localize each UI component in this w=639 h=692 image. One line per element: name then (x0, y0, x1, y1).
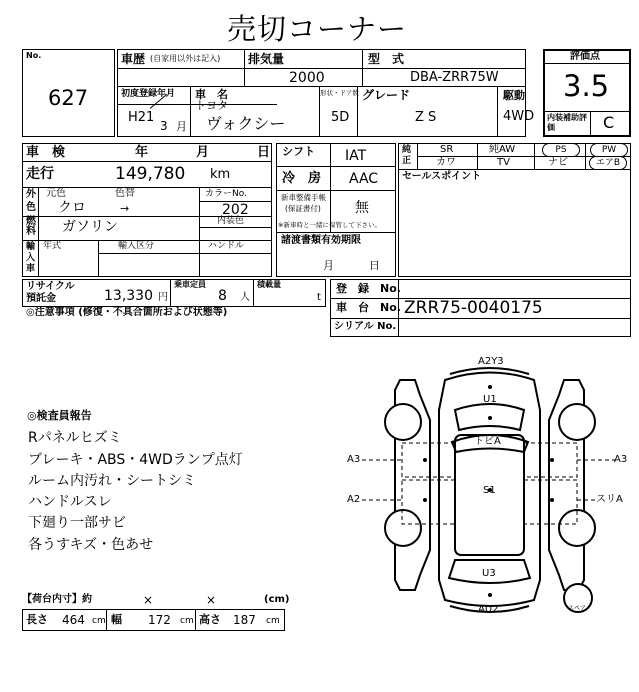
damage-a2-left: A2 (347, 494, 361, 505)
damage-suria: スリA (596, 494, 623, 505)
color-code: 202 (222, 202, 249, 218)
chassis-value: ZRR75-0040175 (404, 298, 543, 318)
recycle-label1: リサイクル (26, 281, 75, 292)
cargo-height: 187 (233, 613, 256, 627)
load-unit: t (317, 292, 321, 303)
shape-value: 5D (331, 110, 350, 125)
model-value: DBA-ZRR75W (410, 70, 499, 85)
mileage-label: 走行 (26, 166, 54, 182)
fuel-value: ガソリン (62, 219, 118, 235)
equip-airbag: エアB (589, 156, 627, 170)
serial-label: シリアル No. (334, 321, 397, 332)
damage-tobia: トビA (474, 436, 501, 447)
import-year-label: 年式 (43, 241, 62, 251)
color-arrow: → (120, 202, 130, 215)
displacement-label: 排気量 (248, 52, 285, 66)
inspection-month: 月 (196, 145, 210, 160)
warranty-label: 新車整備手帳 (281, 193, 326, 202)
shape-label: 形状・ドア数 (320, 89, 359, 97)
interior-color-label: 内装色 (217, 216, 245, 226)
mileage-unit: km (210, 167, 231, 182)
sales-point-label: セールスポイント (402, 171, 482, 182)
cargo-cm: cm (92, 616, 106, 626)
color-code-label: カラーNo. (205, 189, 247, 199)
cargo-width: 172 (148, 613, 171, 627)
equip-sr: SR (440, 144, 454, 155)
cargo-x1: × (143, 593, 154, 607)
equip-navi: ナビ (548, 157, 568, 168)
first-reg-month: 3 (160, 119, 168, 133)
load-label: 積載量 (257, 280, 281, 289)
recycle-label2: 預託金 (26, 293, 56, 304)
registration-label: 登 録 No. (336, 282, 401, 295)
report-line: 下廻り一部サビ (28, 515, 126, 531)
import-label: 輸入車 (26, 242, 36, 274)
reg-doc-day: 日 (369, 259, 380, 272)
capacity-unit: 人 (240, 292, 250, 303)
mileage-value: 149,780 (115, 164, 186, 184)
drive-value: 4WD (503, 109, 535, 124)
warranty-note: ※新車時と一緒に保管して下さい。 (278, 221, 381, 229)
model-label: 型 式 (368, 52, 405, 66)
warranty-value: 無 (355, 200, 369, 216)
car-maker: トヨタ (195, 99, 228, 112)
damage-u1: U1 (483, 394, 497, 405)
cargo-label: 【荷台内寸】約 (22, 594, 92, 605)
recycle-unit: 円 (158, 292, 168, 303)
equip-pw: PW (590, 143, 628, 157)
color-outer-label: 外 (26, 189, 36, 200)
color-orig-label: 元色 (46, 188, 66, 199)
damage-u3: U3 (482, 568, 496, 579)
damage-a3-left: A3 (347, 454, 361, 465)
cargo-width-label: 幅 (111, 613, 122, 626)
report-line: 各うすキズ・色あせ (28, 537, 154, 553)
cargo-unit: (cm) (264, 594, 290, 605)
grade-value: Z S (415, 110, 437, 125)
capacity-value: 8 (218, 288, 227, 304)
cargo-x2: × (206, 593, 217, 607)
cargo-length: 464 (62, 613, 85, 627)
grade-label: グレード (362, 88, 411, 102)
lot-label: No. (26, 51, 42, 60)
lot-number: 627 (48, 86, 89, 110)
equipment-label: 純正 (402, 145, 412, 166)
report-heading: ◎検査員報告 (27, 409, 92, 422)
first-reg-label: 初度登録年月 (121, 89, 176, 99)
damage-au2: AU2 (478, 604, 499, 615)
notes-heading: ◎注意事項 (修復・不具合箇所および状態等) (26, 307, 228, 318)
color-orig: クロ (58, 200, 86, 216)
score-label: 評価点 (570, 51, 600, 62)
recycle-value: 13,330 (104, 288, 153, 304)
equip-tv: TV (497, 157, 510, 168)
inspection-day: 日 (257, 145, 271, 160)
car-name-label: 車 名 (195, 88, 228, 101)
equip-ps: PS (542, 143, 580, 157)
car-name-value: ヴォクシー (206, 114, 286, 133)
equip-aw: 純AW (489, 144, 516, 155)
cargo-cm: cm (266, 616, 280, 626)
inspection-year: 年 (135, 145, 149, 160)
report-line: Rパネルヒズミ (28, 430, 122, 446)
color-paint-label: 色替 (115, 188, 135, 199)
aircon-value: AAC (349, 171, 379, 187)
aircon-label: 冷 房 (282, 171, 322, 186)
interior-value: C (603, 113, 615, 132)
damage-a3-right: A3 (614, 454, 628, 465)
damage-a2y3: A2Y3 (478, 356, 504, 367)
reg-doc-label: 諸渡書類有効期限 (281, 235, 361, 246)
import-handle-label: ハンドル (208, 241, 245, 251)
warranty-sub: (保証書付) (285, 204, 321, 213)
report-line: ブレーキ・ABS・4WDランプ点灯 (28, 452, 243, 468)
score-value: 3.5 (563, 69, 610, 103)
reg-doc-month: 月 (323, 259, 334, 272)
page-title: 売切コーナー (227, 12, 408, 46)
history-note: (自家用以外は記入) (150, 54, 221, 63)
import-kubun-label: 輸入区分 (118, 241, 155, 251)
fuel-label: 燃料 (26, 216, 36, 237)
chassis-label: 車 台 No. (336, 301, 401, 314)
shift-label: シフト (282, 145, 315, 158)
cargo-length-label: 長さ (26, 613, 48, 626)
cargo-height-label: 高さ (199, 613, 221, 626)
report-line: ハンドルスレ (28, 494, 112, 510)
history-label: 車歴 (121, 52, 146, 66)
capacity-label: 乗車定員 (174, 280, 206, 289)
shift-value: IAT (345, 148, 367, 164)
color-label: 色 (26, 202, 36, 213)
cargo-cm: cm (180, 616, 194, 626)
drive-label: 駆動 (503, 89, 525, 102)
damage-s1: S1 (483, 485, 496, 496)
interior-label: 内装補助評価 (547, 113, 587, 132)
first-reg-era: H21 (128, 110, 155, 125)
displacement-value: 2000 (289, 70, 325, 86)
equip-leather: カワ (436, 157, 456, 168)
report-line: ルーム内汚れ・シートシミ (28, 473, 196, 489)
spare-label: スペア (568, 605, 587, 612)
first-reg-month-unit: 月 (176, 120, 187, 133)
inspection-label: 車 検 (26, 145, 66, 160)
